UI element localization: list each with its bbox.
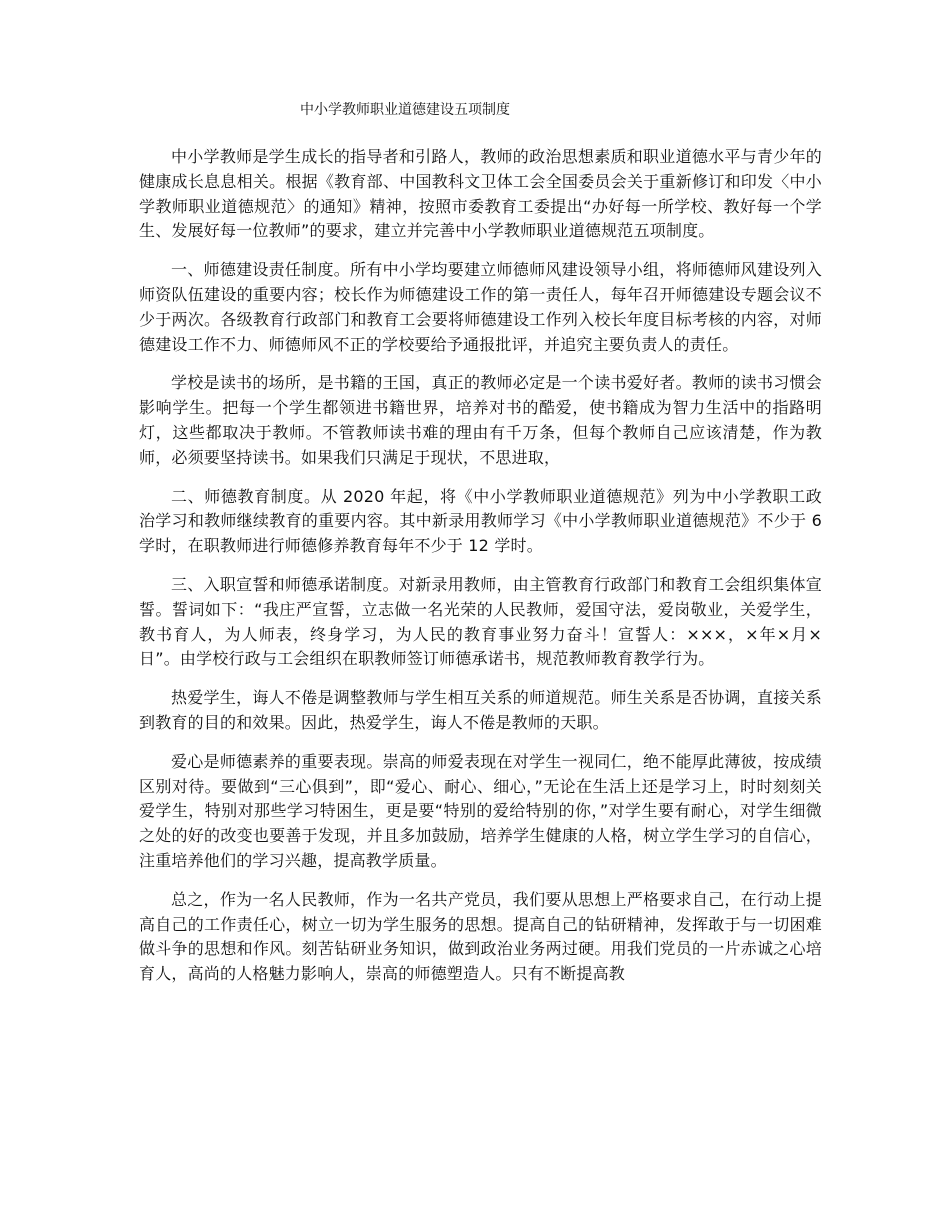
paragraph-intro: 中小学教师是学生成长的指导者和引路人，教师的政治思想素质和职业道德水平与青少年的健康成长息息相关。根据《教育部、中国教科文卫体工会全国委员会关于重新修订和印发〈中小学教师职业道德规范〉的通知》精神，按照市委教育工委提出“办好每一所学校、教好每一个学生、发展好每一位教师”的要求，建立并完善中小学教师职业道德规范五项制度。 bbox=[139, 147, 822, 241]
paragraph-oath-system: 三、入职宣誓和师德承诺制度。对新录用教师，由主管教育行政部门和教育工会组织集体宣誓。誓词如下：“我庄严宣誓，立志做一名光荣的人民教师，爱国守法，爱岗敬业，关爱学生，教书育人，为人师表，终身学习，为人民的教育事业努力奋斗！宣誓人：×××，×年×月×日”。由学校行政与工会组织在职教师签订师德承诺书，规范教师教育教学行为。 bbox=[139, 574, 822, 669]
document-body bbox=[139, 145, 822, 1001]
paragraph-love-students: 热爱学生，诲人不倦是调整教师与学生相互关系的师道规范。师生关系是否协调，直接关系到教育的目的和效果。因此，热爱学生，诲人不倦是教师的天职。 bbox=[139, 688, 822, 732]
paragraph-education-system: 二、师德教育制度。从 2020 年起，将《中小学教师职业道德规范》列为中小学教职工政治学习和教师继续教育的重要内容。其中新录用教师学习《中小学教师职业道德规范》不少于 6 学时，在职教师进行师德修养教育每年不少于 12 学时。 bbox=[139, 486, 822, 556]
paragraph-conclusion: 总之，作为一名人民教师，作为一名共产党员，我们要从思想上严格要求自己，在行动上提高自己的工作责任心，树立一切为学生服务的思想。提高自己的钻研精神，发挥敢于与一切困难做斗争的思想和作风。刻苦钻研业务知识，做到政治业务两过硬。用我们党员的一片赤诚之心培育人，高尚的人格魅力影响人，崇高的师德塑造人。只有不断提高教 bbox=[139, 889, 822, 984]
paragraph-responsibility-system: 一、师德建设责任制度。所有中小学均要建立师德师风建设领导小组，将师德师风建设列入师资队伍建设的重要内容；校长作为师德建设工作的第一责任人，每年召开师德建设专题会议不少于两次。各级教育行政部门和教育工会要将师德建设工作列入校长年度目标考核的内容，对师德建设工作不力、师德师风不正的学校要给予通报批评，并追究主要负责人的责任。 bbox=[139, 260, 822, 354]
paragraph-caring-heart: 爱心是师德素养的重要表现。崇高的师爱表现在对学生一视同仁，绝不能厚此薄彼，按成绩区别对待。要做到“三心俱到”，即“爱心、耐心、细心，”无论在生活上还是学习上，时时刻刻关爱学生，特别对那些学习特困生，更是要“特别的爱给特别的你，”对学生要有耐心，对学生细微之处的好的改变也要善于发现，并且多加鼓励，培养学生健康的人格，树立学生学习的自信心，注重培养他们的学习兴趣，提高教学质量。 bbox=[139, 751, 822, 870]
paragraph-reading: 学校是读书的场所，是书籍的王国，真正的教师必定是一个读书爱好者。教师的读书习惯会影响学生。把每一个学生都领进书籍世界，培养对书的酷爱，使书籍成为智力生活中的指路明灯，这些都取决于教师。不管教师读书难的理由有千万条，但每个教师自己应该清楚，作为教师，必须要坚持读书。如果我们只满足于现状，不思进取， bbox=[139, 373, 822, 467]
document-title: 中小学教师职业道德建设五项制度 bbox=[300, 102, 510, 118]
